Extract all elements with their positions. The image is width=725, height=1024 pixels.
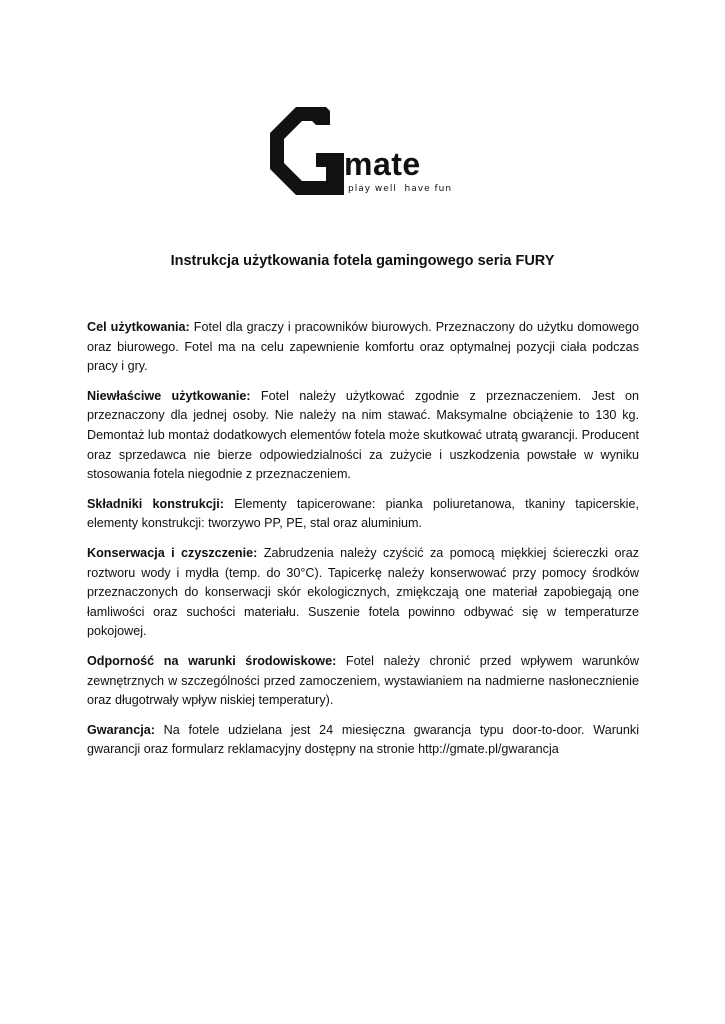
section-label: Gwarancja: xyxy=(87,722,164,737)
section-environment xyxy=(87,652,639,711)
section-label: Cel użytkowania: xyxy=(87,320,194,334)
section-maintenance xyxy=(87,544,639,642)
section-construction xyxy=(87,495,639,534)
section-text: Zabrudzenia należy czyścić za pomocą miękkiej ściereczki oraz roztworu wody i mydła (temp. do 30°C). Tapicerkę należy konserwować przy pomocy środków przeznaczonych do konserwacji skór ekologicznych, zmiękczają one materiał zapobiegają one łamliwości oraz suchości materiału. Suszenie fotela powinno odbywać się w temperaturze pokojowej. xyxy=(87,545,640,639)
g-mark-icon xyxy=(270,107,344,195)
gmate-logo xyxy=(268,105,458,197)
gmate-logo-graphic xyxy=(268,105,458,197)
logo-tagline-text: play well have fun xyxy=(348,184,453,194)
section-text: Fotel dla graczy i pracowników biurowych. Przeznaczony do użytku domowego oraz biurowego. Fotel ma na celu zapewnienie komfortu oraz optymalnej pozycji ciała podczas pracy i gry. xyxy=(87,320,640,374)
section-text: Elementy tapicerowane: pianka poliuretanowa, tkaniny tapicerskie, elementy konstrukcji: tworzywo PP, PE, stal oraz aluminium. xyxy=(87,496,639,531)
section-text: Na fotele udzielana jest 24 miesięczna gwarancja typu door-to-door. Warunki gwarancji oraz formularz reklamacyjny dostępny na stronie http://gmate.pl/gwarancja xyxy=(87,722,639,757)
section-label: Niewłaściwe użytkowanie: xyxy=(87,388,261,403)
section-warranty xyxy=(87,721,639,760)
section-label: Składniki konstrukcji: xyxy=(87,496,235,511)
logo-brand-text: mate xyxy=(344,146,421,182)
document-title: Instrukcja użytkowania fotela gamingowego seria FURY xyxy=(170,253,555,269)
document-body xyxy=(87,318,639,770)
section-improper-use xyxy=(87,387,639,485)
section-text: Fotel należy użytkować zgodnie z przeznaczeniem. Jest on przeznaczony dla jednej osoby. Nie należy na nim stawać. Maksymalne obciążenie to 130 kg. Demontaż lub montaż dodatkowych elementów fotela może skutkować utratą gwarancji. Producent oraz sprzedawca nie bierze odpowiedzialności za zużycie i uszkodzenia powstałe w wyniku stosowania fotela niegodnie z przeznaczeniem. xyxy=(87,388,639,482)
section-purpose xyxy=(87,318,639,377)
section-label: Konserwacja i czyszczenie: xyxy=(87,545,264,560)
section-label: Odporność na warunki środowiskowe: xyxy=(87,653,346,668)
section-text: Fotel należy chronić przed wpływem warunków zewnętrznych w szczególności przed zamoczeniem, wystawianiem na nadmierne nasłonecznienie oraz długotrwały wpływ niskiej temperatury). xyxy=(87,653,639,708)
